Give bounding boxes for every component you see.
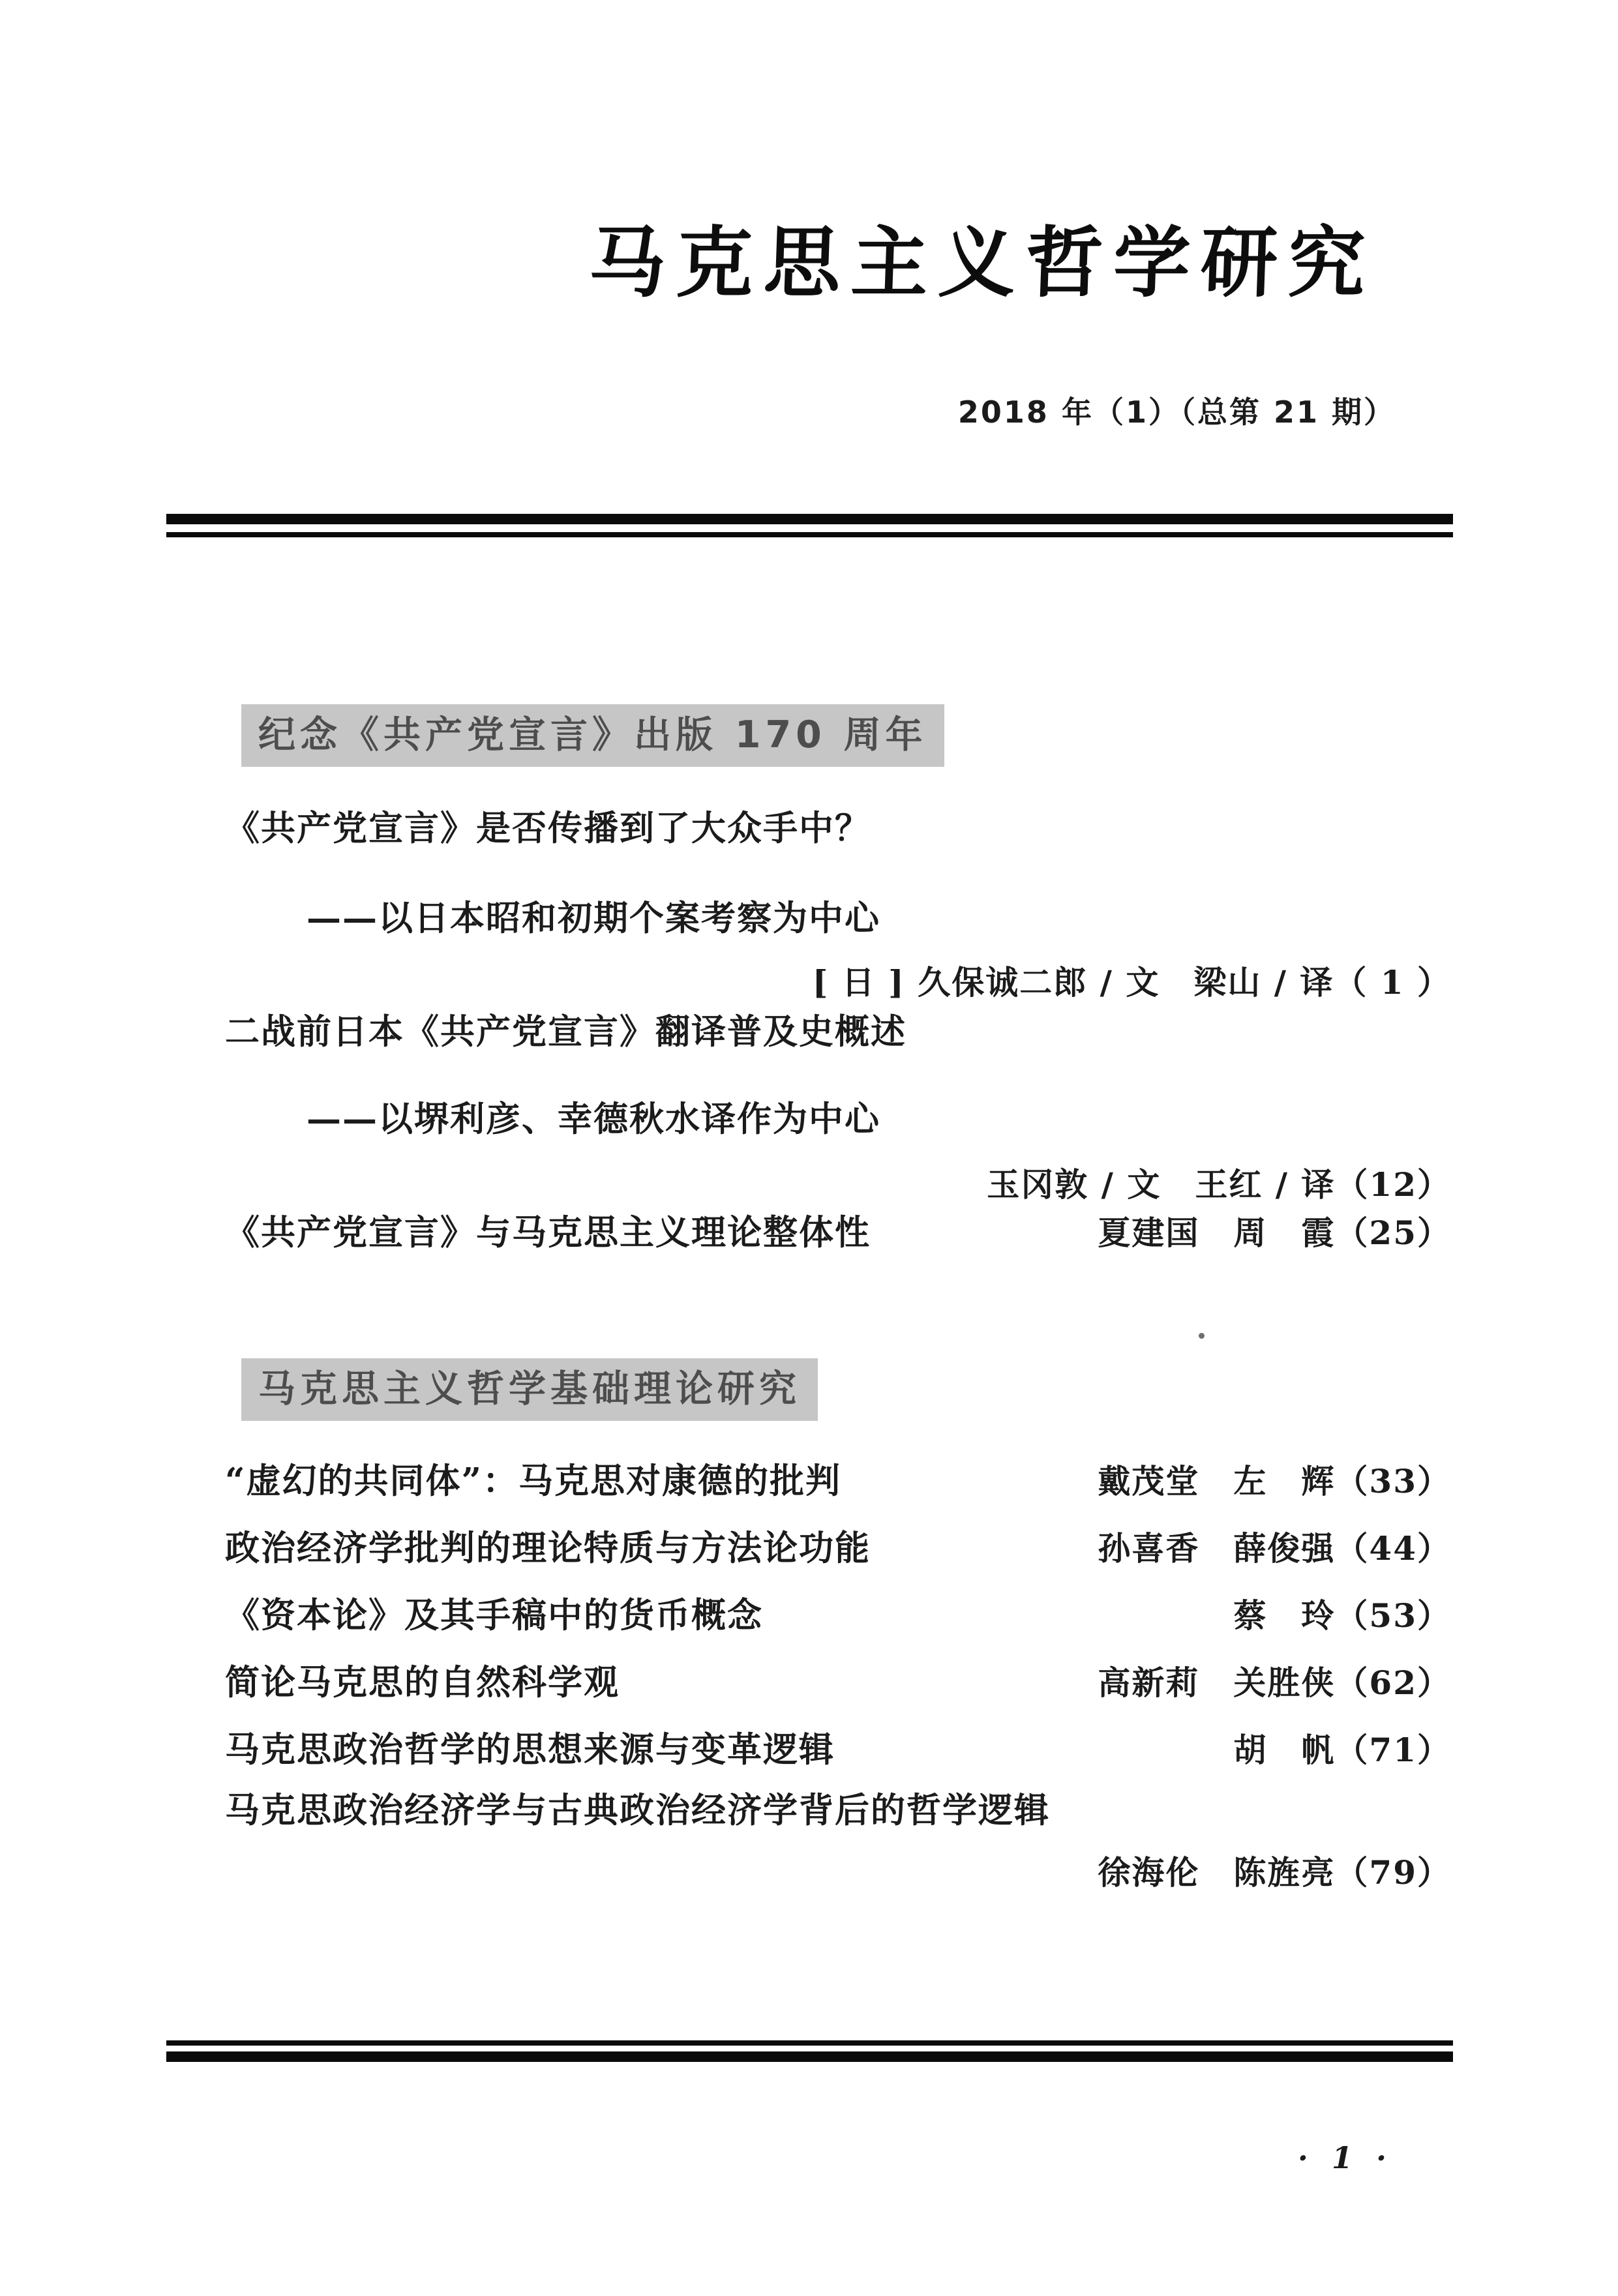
toc-entry-title: 二战前日本《共产党宣言》翻译普及史概述	[225, 1011, 906, 1052]
toc-entry-authors: [ 日 ] 久保诚二郎 / 文 梁山 / 译（ 1 ）	[812, 963, 1451, 1002]
page-number: · 1 ·	[1297, 2140, 1393, 2175]
rule-thick-line	[166, 514, 1453, 524]
toc-entry-subtitle: ——以日本昭和初期个案考察为中心	[307, 898, 880, 938]
toc-entry-subtitle: ——以堺利彦、幸德秋水译作为中心	[307, 1099, 880, 1139]
toc-entry-title: 《资本论》及其手稿中的货币概念	[225, 1595, 763, 1635]
toc-entry-authors: 玉冈敦 / 文 王红 / 译（12）	[987, 1165, 1451, 1204]
toc-entry-title: 马克思政治经济学与古典政治经济学背后的哲学逻辑	[225, 1790, 1050, 1830]
toc-entry-authors: 徐海伦 陈旌亮（79）	[1098, 1853, 1451, 1892]
double-rule-bottom	[166, 2040, 1453, 2062]
rule-thick-line	[166, 2051, 1453, 2062]
toc-entry-authors: 蔡 玲（53）	[1233, 1596, 1451, 1635]
toc-entry	[225, 1596, 1451, 1635]
rule-thin-line	[166, 2040, 1453, 2046]
journal-title: 马克思主义哲学研究	[587, 217, 1377, 308]
issue-line: 2018 年（1）（总第 21 期）	[957, 395, 1396, 430]
toc-entry	[225, 1213, 1451, 1253]
table-of-contents	[225, 704, 1451, 1943]
rule-thin-line	[166, 532, 1453, 537]
double-rule-top	[166, 514, 1453, 537]
toc-entry-authors: 戴茂堂 左 辉（33）	[1098, 1462, 1451, 1500]
toc-entry-authors: 孙喜香 薛俊强（44）	[1098, 1529, 1451, 1568]
toc-entry-title: 《共产党宣言》是否传播到了大众手中？	[225, 808, 871, 848]
toc-entry-title: 《共产党宣言》与马克思主义理论整体性	[225, 1212, 871, 1253]
section-header-manifesto-170th: 纪念《共产党宣言》出版 170 周年	[241, 704, 944, 767]
toc-entry-authors: 夏建国 周 霞（25）	[1098, 1214, 1451, 1252]
stray-dot	[1199, 1333, 1205, 1339]
toc-entry	[225, 1730, 1451, 1770]
toc-entry-title: “虚幻的共同体”：马克思对康德的批判	[225, 1461, 841, 1501]
toc-entry-title: 马克思政治哲学的思想来源与变革逻辑	[225, 1729, 835, 1770]
section-header-basic-theory: 马克思主义哲学基础理论研究	[241, 1358, 818, 1421]
toc-entry	[225, 1663, 1451, 1703]
toc-entry	[225, 1528, 1451, 1568]
toc-entry-title: 简论马克思的自然科学观	[225, 1662, 620, 1703]
toc-entry-authors: 高新莉 关胜侠（62）	[1098, 1663, 1451, 1702]
toc-entry	[225, 1461, 1451, 1501]
toc-entry-title: 政治经济学批判的理论特质与方法论功能	[225, 1528, 871, 1568]
toc-entry-authors: 胡 帆（71）	[1233, 1731, 1451, 1769]
